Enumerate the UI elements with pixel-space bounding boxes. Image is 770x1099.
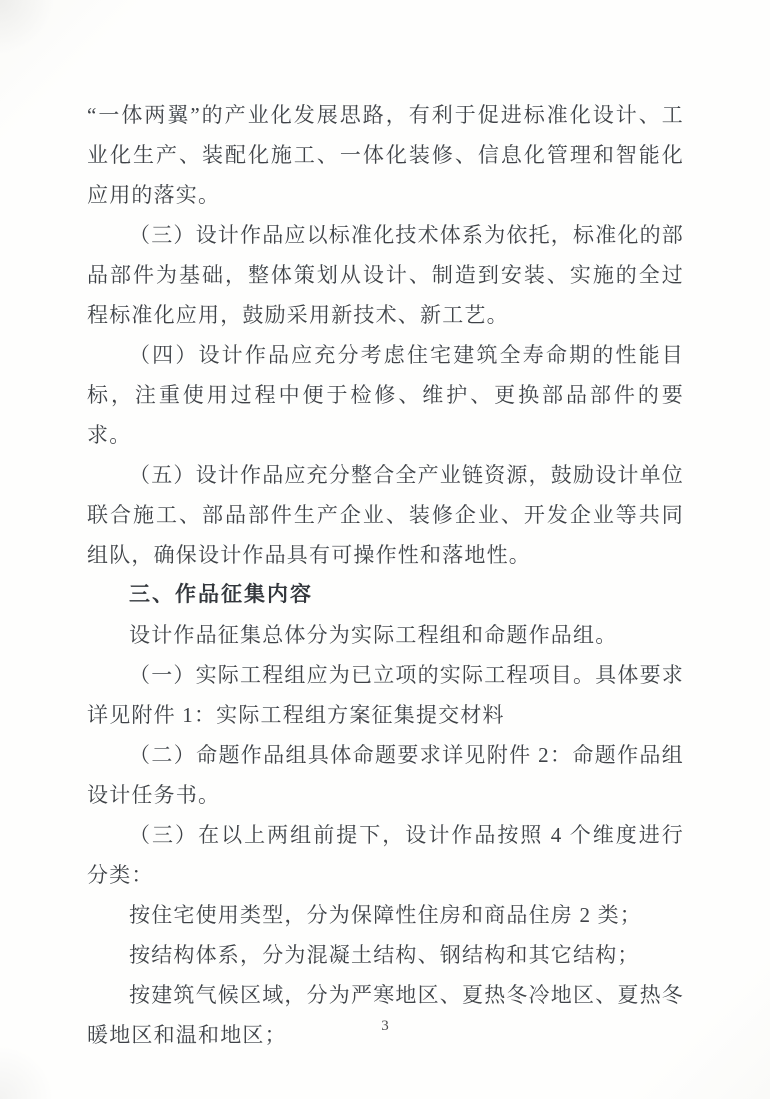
section-heading: 三、作品征集内容	[129, 583, 313, 606]
paragraph-item-5: （五）设计作品应充分整合全产业链资源，鼓励设计单位联合施工、部品部件生产企业、装修企业、开发企业等共同组队，确保设计作品具有可操作性和落地性。	[87, 463, 684, 567]
paragraph-item-3: （三）设计作品应以标准化技术体系为依托，标准化的部品部件为基础，整体策划从设计、制造到安装、实施的全过程标准化应用，鼓励采用新技术、新工艺。	[87, 223, 684, 327]
paragraph-category-usage: 按住宅使用类型，分为保障性住房和商品住房 2 类；	[129, 903, 642, 927]
page-number: 3	[381, 1018, 389, 1034]
paragraph-item-3b: （三）在以上两组前提下，设计作品按照 4 个维度进行分类：	[87, 823, 684, 887]
document-body	[87, 95, 684, 1055]
paragraph-item-4: （四）设计作品应充分考虑住宅建筑全寿命期的性能目标，注重使用过程中便于检修、维护、更换部品部件的要求。	[87, 343, 684, 447]
paragraph-continuation: “一体两翼”的产业化发展思路，有利于促进标准化设计、工业化生产、装配化施工、一体化装修、信息化管理和智能化应用的落实。	[87, 103, 684, 207]
paragraph-intro: 设计作品征集总体分为实际工程组和命题作品组。	[129, 623, 618, 647]
paragraph-category-climate: 按建筑气候区域，分为严寒地区、夏热冬冷地区、夏热冬暖地区和温和地区；	[87, 983, 684, 1047]
paragraph-category-structure: 按结构体系，分为混凝土结构、钢结构和其它结构；	[129, 943, 640, 967]
paragraph-item-1: （一）实际工程组应为已立项的实际工程项目。具体要求详见附件 1：实际工程组方案征集提交材料	[87, 663, 684, 727]
paragraph-item-2: （二）命题作品组具体命题要求详见附件 2：命题作品组设计任务书。	[87, 743, 684, 807]
